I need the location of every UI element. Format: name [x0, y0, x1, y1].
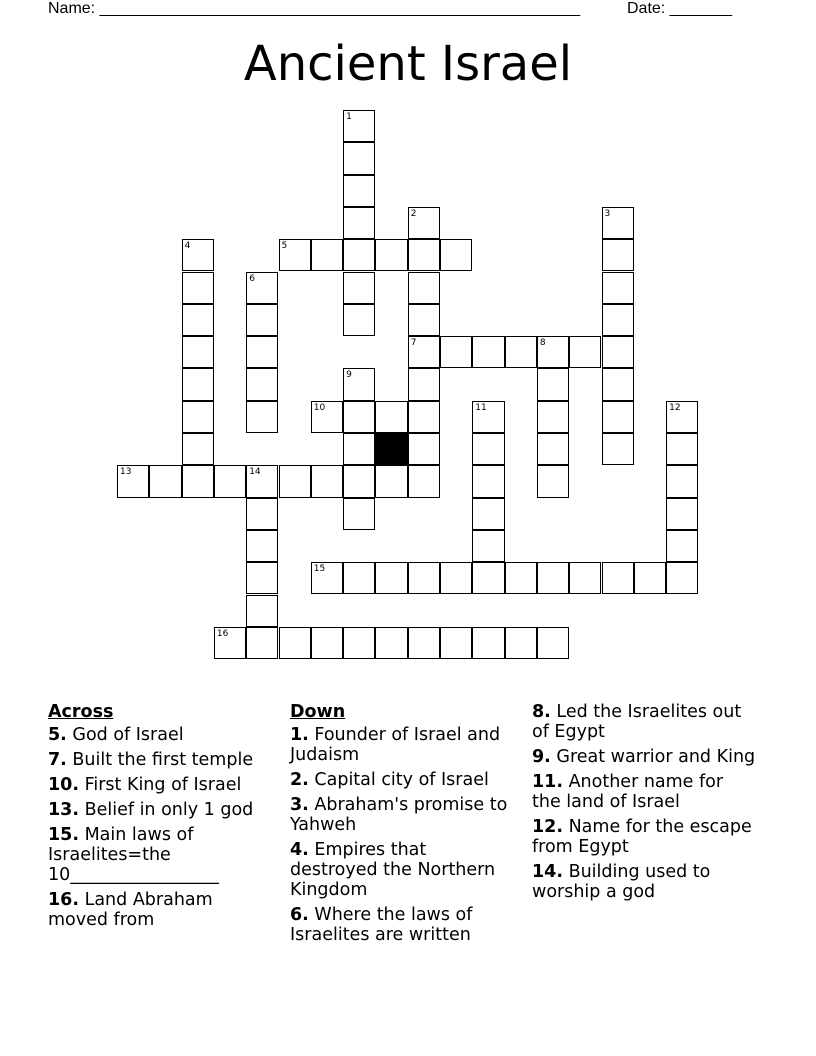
- grid-cell[interactable]: [343, 272, 375, 304]
- clue-item-text: Great warrior and King: [550, 747, 756, 767]
- grid-cell[interactable]: [246, 304, 278, 336]
- grid-cell[interactable]: [343, 175, 375, 207]
- grid-cell[interactable]: [246, 498, 278, 530]
- grid-cell[interactable]: [666, 562, 698, 594]
- clue-item-number: 13.: [48, 800, 80, 820]
- grid-cell[interactable]: [343, 207, 375, 239]
- grid-cell[interactable]: [602, 368, 634, 400]
- clue-item: [290, 795, 515, 835]
- clue-item-number: 2.: [290, 770, 309, 790]
- clue-item-number: 1.: [290, 725, 309, 745]
- down-heading: Down: [290, 702, 346, 722]
- clue-item-text: Land Abraham moved from: [48, 890, 213, 930]
- clue-number: 9: [346, 370, 352, 381]
- clue-number: 15: [313, 564, 326, 575]
- clues-section: [48, 702, 768, 962]
- clue-number: 12: [669, 402, 681, 413]
- clue-number: 10: [313, 402, 326, 413]
- clue-item-text: First King of Israel: [79, 775, 242, 795]
- grid-cell[interactable]: [505, 627, 537, 659]
- clue-item: [48, 890, 273, 930]
- grid-cell[interactable]: [408, 401, 440, 433]
- grid-cell[interactable]: [472, 336, 504, 368]
- clue-item: [290, 725, 515, 765]
- clue-item-number: 14.: [532, 862, 564, 882]
- clue-number: 3: [604, 208, 611, 219]
- clue-number: 4: [184, 241, 191, 252]
- grid-cell[interactable]: [279, 465, 311, 497]
- grid-cell[interactable]: [343, 498, 375, 530]
- grid-cell[interactable]: [182, 272, 214, 304]
- grid-cell[interactable]: [537, 401, 569, 433]
- grid-cell[interactable]: [343, 239, 375, 271]
- date-field-label[interactable]: Date: _______: [627, 0, 732, 17]
- grid-cell[interactable]: [149, 465, 181, 497]
- grid-cell[interactable]: [472, 498, 504, 530]
- grid-cell[interactable]: [472, 530, 504, 562]
- clue-item-text: Founder of Israel and Judaism: [290, 725, 501, 765]
- grid-cell[interactable]: [246, 595, 278, 627]
- clue-number: 14: [249, 467, 261, 478]
- grid-cell[interactable]: [537, 433, 569, 465]
- grid-cell[interactable]: [440, 239, 472, 271]
- grid-cell[interactable]: [602, 562, 634, 594]
- clue-item-text: Name for the escape from Egypt: [532, 817, 752, 857]
- clue-number: 11: [475, 402, 487, 413]
- grid-cell[interactable]: [214, 465, 246, 497]
- grid-cell[interactable]: [343, 433, 375, 465]
- clue-item-text: God of Israel: [66, 725, 184, 745]
- grid-cell[interactable]: [408, 368, 440, 400]
- clue-item: [48, 800, 273, 820]
- clue-item-text: Capital city of Israel: [308, 770, 489, 790]
- down-clues-continued: [532, 702, 757, 907]
- grid-cell[interactable]: [182, 368, 214, 400]
- across-heading: Across: [48, 702, 114, 722]
- grid-cell[interactable]: [182, 433, 214, 465]
- grid-cell[interactable]: [408, 627, 440, 659]
- grid-cell[interactable]: [666, 498, 698, 530]
- grid-cell[interactable]: [279, 627, 311, 659]
- grid-cell[interactable]: [343, 142, 375, 174]
- across-clues: [48, 702, 273, 935]
- clue-item-number: 6.: [290, 905, 309, 925]
- clue-item-text: Where the laws of Israelites are written: [290, 905, 473, 945]
- grid-cell[interactable]: [311, 465, 343, 497]
- grid-cell[interactable]: [408, 465, 440, 497]
- clue-number: 5: [281, 241, 288, 252]
- grid-cell[interactable]: [182, 401, 214, 433]
- grid-cell[interactable]: [602, 433, 634, 465]
- clue-item: [532, 702, 757, 742]
- grid-cell[interactable]: [602, 336, 634, 368]
- clue-item: [532, 747, 757, 767]
- grid-cell[interactable]: [569, 336, 601, 368]
- clue-number: 7: [410, 338, 417, 349]
- clue-item: [48, 725, 273, 745]
- grid-cell[interactable]: [375, 401, 407, 433]
- clue-item-number: 4.: [290, 840, 309, 860]
- clue-item-number: 8.: [532, 702, 551, 722]
- page-title: Ancient Israel: [243, 36, 573, 92]
- grid-cell[interactable]: [472, 562, 504, 594]
- grid-cell[interactable]: [408, 272, 440, 304]
- clue-item-text: Led the Israelites out of Egypt: [532, 702, 742, 742]
- grid-cell[interactable]: [343, 627, 375, 659]
- clue-item-number: 12.: [532, 817, 564, 837]
- grid-cell[interactable]: [602, 304, 634, 336]
- clue-number: 8: [539, 338, 546, 349]
- clue-item: [532, 772, 757, 812]
- grid-cell[interactable]: [440, 336, 472, 368]
- grid-cell[interactable]: [569, 562, 601, 594]
- clue-number: 2: [410, 208, 417, 219]
- grid-cell[interactable]: [343, 304, 375, 336]
- grid-cell[interactable]: [246, 530, 278, 562]
- clue-item: [290, 770, 515, 790]
- name-field-label[interactable]: Name: ______________________________________________________: [48, 0, 581, 17]
- clue-item-number: 16.: [48, 890, 80, 910]
- grid-cell[interactable]: [634, 562, 666, 594]
- clue-item: [48, 775, 273, 795]
- grid-cell[interactable]: [246, 401, 278, 433]
- grid-cell[interactable]: [472, 433, 504, 465]
- grid-cell[interactable]: [537, 562, 569, 594]
- grid-cell[interactable]: [343, 401, 375, 433]
- grid-cell[interactable]: [505, 562, 537, 594]
- grid-cell[interactable]: [246, 562, 278, 594]
- clue-item-text: Belief in only 1 god: [79, 800, 254, 820]
- grid-cell[interactable]: [246, 336, 278, 368]
- grid-cell[interactable]: [408, 304, 440, 336]
- grid-cell[interactable]: [182, 336, 214, 368]
- grid-cell[interactable]: [602, 239, 634, 271]
- clue-number: 1: [346, 112, 352, 122]
- grid-cell[interactable]: [472, 627, 504, 659]
- clue-item-text: Another name for the land of Israel: [532, 772, 724, 812]
- clue-item-number: 5.: [48, 725, 67, 745]
- grid-cell[interactable]: [602, 272, 634, 304]
- grid-cell[interactable]: [311, 239, 343, 271]
- grid-cell[interactable]: [537, 627, 569, 659]
- grid-cell[interactable]: [408, 239, 440, 271]
- clue-item: [532, 817, 757, 857]
- clue-item-text: Main laws of Israelites=the 10_________________: [48, 825, 220, 885]
- clue-number: 13: [120, 467, 132, 478]
- clue-item-text: Building used to worship a god: [532, 862, 711, 902]
- grid-cell[interactable]: [246, 368, 278, 400]
- grid-cell[interactable]: [505, 336, 537, 368]
- grid-cell[interactable]: [311, 627, 343, 659]
- grid-cell[interactable]: [440, 627, 472, 659]
- clue-item: [48, 825, 273, 885]
- grid-cell[interactable]: [182, 304, 214, 336]
- grid-cell[interactable]: [246, 627, 278, 659]
- grid-cell[interactable]: [602, 401, 634, 433]
- grid-cell[interactable]: [343, 465, 375, 497]
- grid-cell[interactable]: [408, 433, 440, 465]
- grid-cell[interactable]: [375, 239, 407, 271]
- grid-cell[interactable]: [440, 562, 472, 594]
- down-clues: [290, 702, 515, 950]
- clue-item-number: 9.: [532, 747, 551, 767]
- clue-item-number: 7.: [48, 750, 67, 770]
- black-cell: [375, 433, 407, 465]
- clue-item-text: Empires that destroyed the Northern Kingdom: [290, 840, 496, 900]
- clue-item: [290, 840, 515, 900]
- grid-cell[interactable]: [537, 465, 569, 497]
- clue-item-number: 3.: [290, 795, 309, 815]
- grid-cell[interactable]: [408, 562, 440, 594]
- grid-cell[interactable]: [343, 562, 375, 594]
- grid-cell[interactable]: [375, 562, 407, 594]
- clue-item-number: 10.: [48, 775, 80, 795]
- grid-cell[interactable]: [375, 465, 407, 497]
- grid-cell[interactable]: [666, 433, 698, 465]
- grid-cell[interactable]: [666, 530, 698, 562]
- clue-item-text: Built the first temple: [66, 750, 254, 770]
- clue-number: 16: [216, 628, 229, 639]
- clue-item-number: 11.: [532, 772, 564, 792]
- clue-item: [290, 905, 515, 945]
- grid-cell[interactable]: [182, 465, 214, 497]
- grid-cell[interactable]: [472, 465, 504, 497]
- grid-cell[interactable]: [537, 368, 569, 400]
- grid-cell[interactable]: [666, 465, 698, 497]
- clue-item: [532, 862, 757, 902]
- clue-item-number: 15.: [48, 825, 80, 845]
- clue-item: [48, 750, 273, 770]
- grid-cell[interactable]: [375, 627, 407, 659]
- clue-item-text: Abraham's promise to Yahweh: [290, 795, 508, 835]
- clue-number: 6: [249, 273, 255, 284]
